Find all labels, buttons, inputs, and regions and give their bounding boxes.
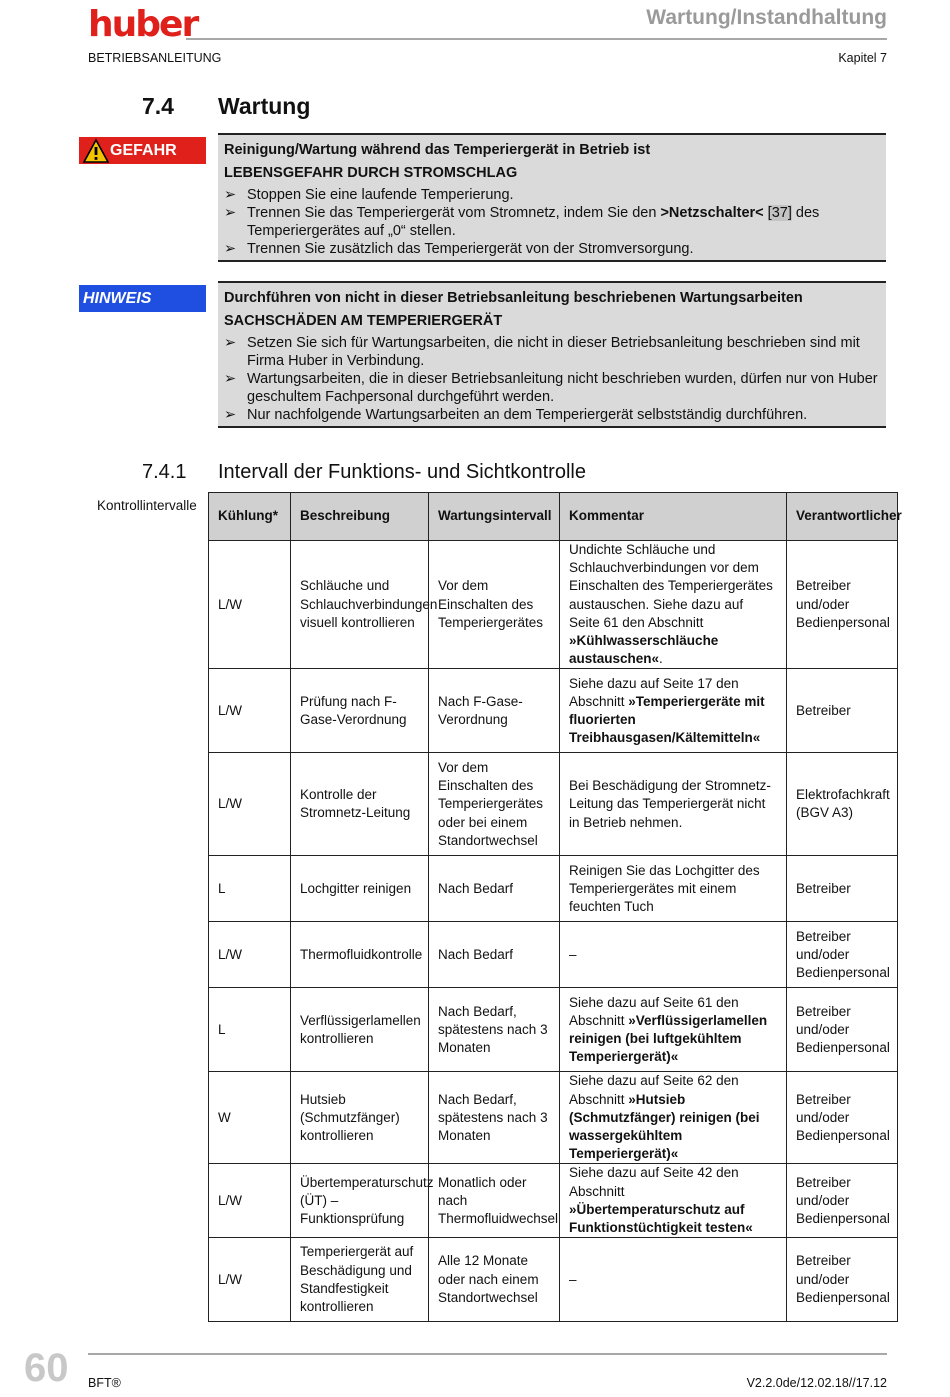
- header-description: Beschreibung: [291, 493, 429, 541]
- cell-interval: Vor dem Einschalten des Temperiergerätes: [429, 541, 560, 669]
- table-row: [209, 988, 898, 1072]
- footer-divider: [88, 1353, 887, 1355]
- cell-cooling: L/W: [209, 541, 291, 669]
- cell-comment: –: [560, 922, 787, 988]
- note-tag: [79, 285, 206, 312]
- note-tag-label: HINWEIS: [83, 289, 152, 307]
- list-item: ➢ Wartungsarbeiten, die in dieser Betriebsanleitung nicht beschrieben wurden, dürfen nur von Huber geschultem Fachpersonal durchgeführt werden.: [224, 371, 878, 405]
- header-interval: Wartungsintervall: [429, 493, 560, 541]
- cell-responsible: Betreiber: [787, 669, 898, 753]
- danger-subtitle: LEBENSGEFAHR DURCH STROMSCHLAG: [224, 165, 518, 181]
- cell-comment: –: [560, 1238, 787, 1322]
- cell-description: Übertemperaturschutz (ÜT) – Funktionsprüfung: [291, 1164, 429, 1238]
- cell-cooling: L/W: [209, 1164, 291, 1238]
- cell-interval: Vor dem Einschalten des Temperiergerätes oder bei einem Standortwechsel: [429, 753, 560, 856]
- arrow-bullet-icon: ➢: [224, 407, 237, 423]
- svg-text:huber: huber: [88, 4, 198, 45]
- table-row: [209, 1164, 898, 1238]
- header-cooling: Kühlung*: [209, 493, 291, 541]
- switch-label: >Netzschalter<: [660, 205, 764, 221]
- table-row: [209, 1072, 898, 1164]
- section-title: Wartung/Instandhaltung: [646, 6, 887, 29]
- cell-responsible: Betreiber und/oder Bedienpersonal: [787, 1238, 898, 1322]
- footer-version: V2.2.0de/12.02.18//17.12: [746, 1376, 887, 1390]
- table-row: [209, 753, 898, 856]
- cell-responsible: Elektrofachkraft (BGV A3): [787, 753, 898, 856]
- cell-comment: Siehe dazu auf Seite 62 den Abschnitt »Hutsieb (Schmutzfänger) reinigen (bei wassergekühltem Temperiergerät)«: [560, 1072, 787, 1164]
- header-divider: [186, 38, 887, 40]
- cell-cooling: W: [209, 1072, 291, 1164]
- heading-number: 7.4: [142, 93, 174, 119]
- cell-comment: Siehe dazu auf Seite 61 den Abschnitt »Verflüssigerlamellen reinigen (bei luftgekühltem Temperiergerät)«: [560, 988, 787, 1072]
- table-header-row: [209, 493, 898, 541]
- table-row: [209, 1238, 898, 1322]
- subheading-title: Intervall der Funktions- und Sichtkontrolle: [218, 461, 586, 483]
- control-interval-table: [208, 492, 902, 1322]
- arrow-bullet-icon: ➢: [224, 371, 237, 387]
- note-title: Durchführen von nicht in dieser Betriebsanleitung beschriebenen Wartungsarbeiten: [224, 290, 803, 306]
- subheading-number: 7.4.1: [142, 461, 187, 483]
- cell-comment: Reinigen Sie das Lochgitter des Temperiergerätes mit einem feuchten Tuch: [560, 856, 787, 922]
- arrow-bullet-icon: ➢: [224, 335, 237, 351]
- cell-description: Hutsieb (Schmutzfänger) kontrollieren: [291, 1072, 429, 1164]
- cell-description: Thermofluidkontrolle: [291, 922, 429, 988]
- reference-link[interactable]: [37]: [767, 205, 792, 221]
- cell-interval: Nach F-Gase-Verordnung: [429, 669, 560, 753]
- cell-description: Lochgitter reinigen: [291, 856, 429, 922]
- page-number: 60: [24, 1346, 69, 1390]
- cell-interval: Nach Bedarf, spätestens nach 3 Monaten: [429, 1072, 560, 1164]
- cell-description: Temperiergerät auf Beschädigung und Standfestigkeit kontrollieren: [291, 1238, 429, 1322]
- arrow-bullet-icon: ➢: [224, 205, 237, 221]
- cell-cooling: L/W: [209, 753, 291, 856]
- list-item: ➢ Nur nachfolgende Wartungsarbeiten an dem Temperiergerät selbstständig durchführen.: [224, 407, 808, 423]
- cell-responsible: Betreiber und/oder Bedienpersonal: [787, 1164, 898, 1238]
- side-label: Kontrollintervalle: [97, 498, 197, 513]
- document-name: BETRIEBSANLEITUNG: [88, 51, 222, 65]
- table-row: [209, 922, 898, 988]
- cell-comment: Undichte Schläuche und Schlauchverbindungen vor dem Einschalten des Temperiergerätes austauschen. Siehe dazu auf Seite 61 den Abschnitt »Kühlwasserschläuche austauschen«.: [560, 541, 787, 669]
- cell-description: Verflüssigerlamellen kontrollieren: [291, 988, 429, 1072]
- cell-interval: Alle 12 Monate oder nach einem Standortwechsel: [429, 1238, 560, 1322]
- footer-product: BFT®: [88, 1376, 121, 1390]
- danger-title: Reinigung/Wartung während das Temperiergerät in Betrieb ist: [224, 142, 651, 158]
- header-comment: Kommentar: [560, 493, 787, 541]
- note-subtitle: SACHSCHÄDEN AM TEMPERIERGERÄT: [224, 313, 503, 329]
- note-list: [224, 334, 880, 424]
- chapter-label: Kapitel 7: [838, 51, 887, 65]
- cell-interval: Nach Bedarf: [429, 856, 560, 922]
- cell-responsible: Betreiber und/oder Bedienpersonal: [787, 922, 898, 988]
- cell-comment: Siehe dazu auf Seite 17 den Abschnitt »Temperiergeräte mit fluorierten Treibhausgasen/Kältemitteln«: [560, 669, 787, 753]
- huber-logo: [88, 4, 198, 45]
- warning-triangle-icon: [83, 139, 109, 163]
- cell-interval: Nach Bedarf: [429, 922, 560, 988]
- cell-cooling: L/W: [209, 1238, 291, 1322]
- list-item: ➢ Trennen Sie zusätzlich das Temperiergerät von der Stromversorgung.: [224, 241, 694, 257]
- cell-cooling: L/W: [209, 922, 291, 988]
- cell-description: Kontrolle der Stromnetz-Leitung: [291, 753, 429, 856]
- danger-list: [224, 186, 880, 258]
- cell-cooling: L: [209, 856, 291, 922]
- list-item: ➢ Setzen Sie sich für Wartungsarbeiten, die nicht in dieser Betriebsanleitung beschrieben sind mit Firma Huber in Verbindung.: [224, 335, 860, 369]
- danger-tag-label: GEFAHR: [110, 141, 177, 159]
- arrow-bullet-icon: ➢: [224, 241, 237, 257]
- cell-responsible: Betreiber und/oder Bedienpersonal: [787, 541, 898, 669]
- table-row: [209, 669, 898, 753]
- cell-description: Schläuche und Schlauchverbindungen visuell kontrollieren: [291, 541, 429, 669]
- cell-comment: Siehe dazu auf Seite 42 den Abschnitt »Übertemperaturschutz auf Funktionstüchtigkeit testen«: [560, 1164, 787, 1238]
- danger-tag: [79, 137, 206, 164]
- cell-interval: Nach Bedarf, spätestens nach 3 Monaten: [429, 988, 560, 1072]
- table-row: [209, 541, 898, 669]
- cell-responsible: Betreiber: [787, 856, 898, 922]
- list-item: ➢ Stoppen Sie eine laufende Temperierung.: [224, 187, 514, 203]
- cell-comment: Bei Beschädigung der Stromnetz-Leitung das Temperiergerät nicht in Betrieb nehmen.: [560, 753, 787, 856]
- cell-description: Prüfung nach F-Gase-Verordnung: [291, 669, 429, 753]
- cell-cooling: L: [209, 988, 291, 1072]
- heading-title: Wartung: [218, 93, 311, 119]
- danger-box: [218, 133, 886, 262]
- cell-interval: Monatlich oder nach Thermofluidwechsel: [429, 1164, 560, 1238]
- note-box: [218, 281, 886, 428]
- cell-cooling: L/W: [209, 669, 291, 753]
- arrow-bullet-icon: ➢: [224, 187, 237, 203]
- table-row: [209, 856, 898, 922]
- header-responsible: Verantwortlicher: [787, 493, 898, 541]
- list-item: ➢ Trennen Sie das Temperiergerät vom Stromnetz, indem Sie den >Netzschalter< [37] des Temperiergerätes auf „0“ stellen.: [224, 205, 820, 239]
- cell-responsible: Betreiber und/oder Bedienpersonal: [787, 1072, 898, 1164]
- cell-responsible: Betreiber und/oder Bedienpersonal: [787, 988, 898, 1072]
